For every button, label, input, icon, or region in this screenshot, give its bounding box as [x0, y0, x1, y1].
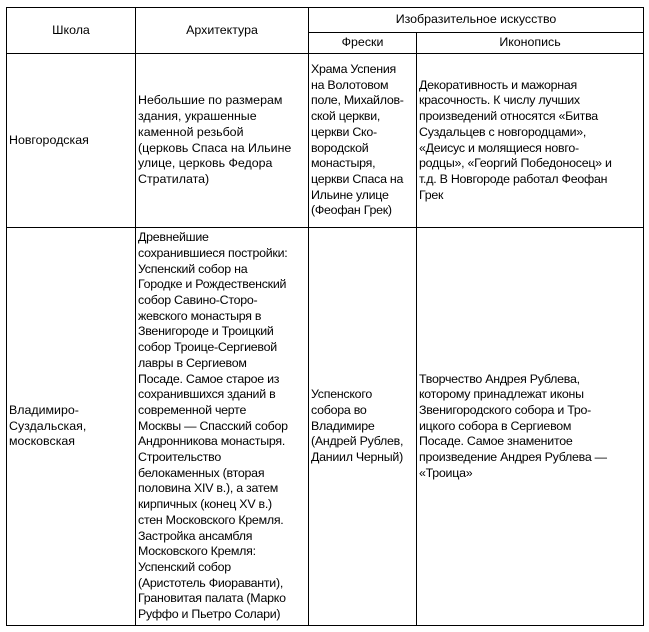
- cell-frescoes: Храма Успения на Волотовом поле, Михайлов- ской церкви, церкви Ско- вородской монастыря, церкви Спаса на Ильине улице (Феофан Грек): [309, 54, 417, 228]
- cell-school: Новгородская: [7, 54, 136, 228]
- art-schools-table: [6, 7, 644, 626]
- cell-icon-painting: Творчество Андрея Рублева, которому принадлежат иконы Звенигородского собора и Тро- ицкого собора в Сергиевом Посаде. Самое знаменитое произведение Андрея Рублева — «Троица»: [417, 228, 644, 626]
- header-frescoes: Фрески: [309, 33, 417, 54]
- cell-frescoes: Успенского собора во Владимире (Андрей Рублев, Даниил Черный): [309, 228, 417, 626]
- cell-icon-painting: Декоративность и мажорная красочность. К числу лучших произведений относятся «Битва Суздальцев с новгородцами», «Деисус и молящиеся новго- родцы», «Георгий Победоносец» и т.д. В Новгороде работал Феофан Грек: [417, 54, 644, 228]
- header-architecture: Архитектура: [136, 8, 309, 54]
- header-icon-painting: Иконопись: [417, 33, 644, 54]
- header-fine-art: Изобразительное искусство: [309, 8, 644, 33]
- cell-architecture: Древнейшие сохранившиеся постройки: Успенский собор на Городке и Рождественский собор Савино-Сторо- жевского монастыря в Звенигороде и Троицкий собор Троице-Сергиевой лавры в Сергиевом Посаде. Самое старое из сохранившихся зданий в современной черте Москвы — Спасский собор Андронникова монастыря. Строительство белокаменных (вторая половина XIV в.), а затем кирпичных (конец XV в.) стен Московского Кремля. Застройка ансамбля Московского Кремля: Успенский собор (Аристотель Фиораванти), Грановитая палата (Марко Руффо и Пьетро Солари): [136, 228, 309, 626]
- table-row: [7, 54, 644, 228]
- table-row: [7, 228, 644, 626]
- cell-architecture: Небольшие по размерам здания, украшенные каменной резьбой (церковь Спаса на Ильине улице, церковь Федора Стратилата): [136, 54, 309, 228]
- header-school: Школа: [7, 8, 136, 54]
- cell-school: Владимиро- Суздальская, московская: [7, 228, 136, 626]
